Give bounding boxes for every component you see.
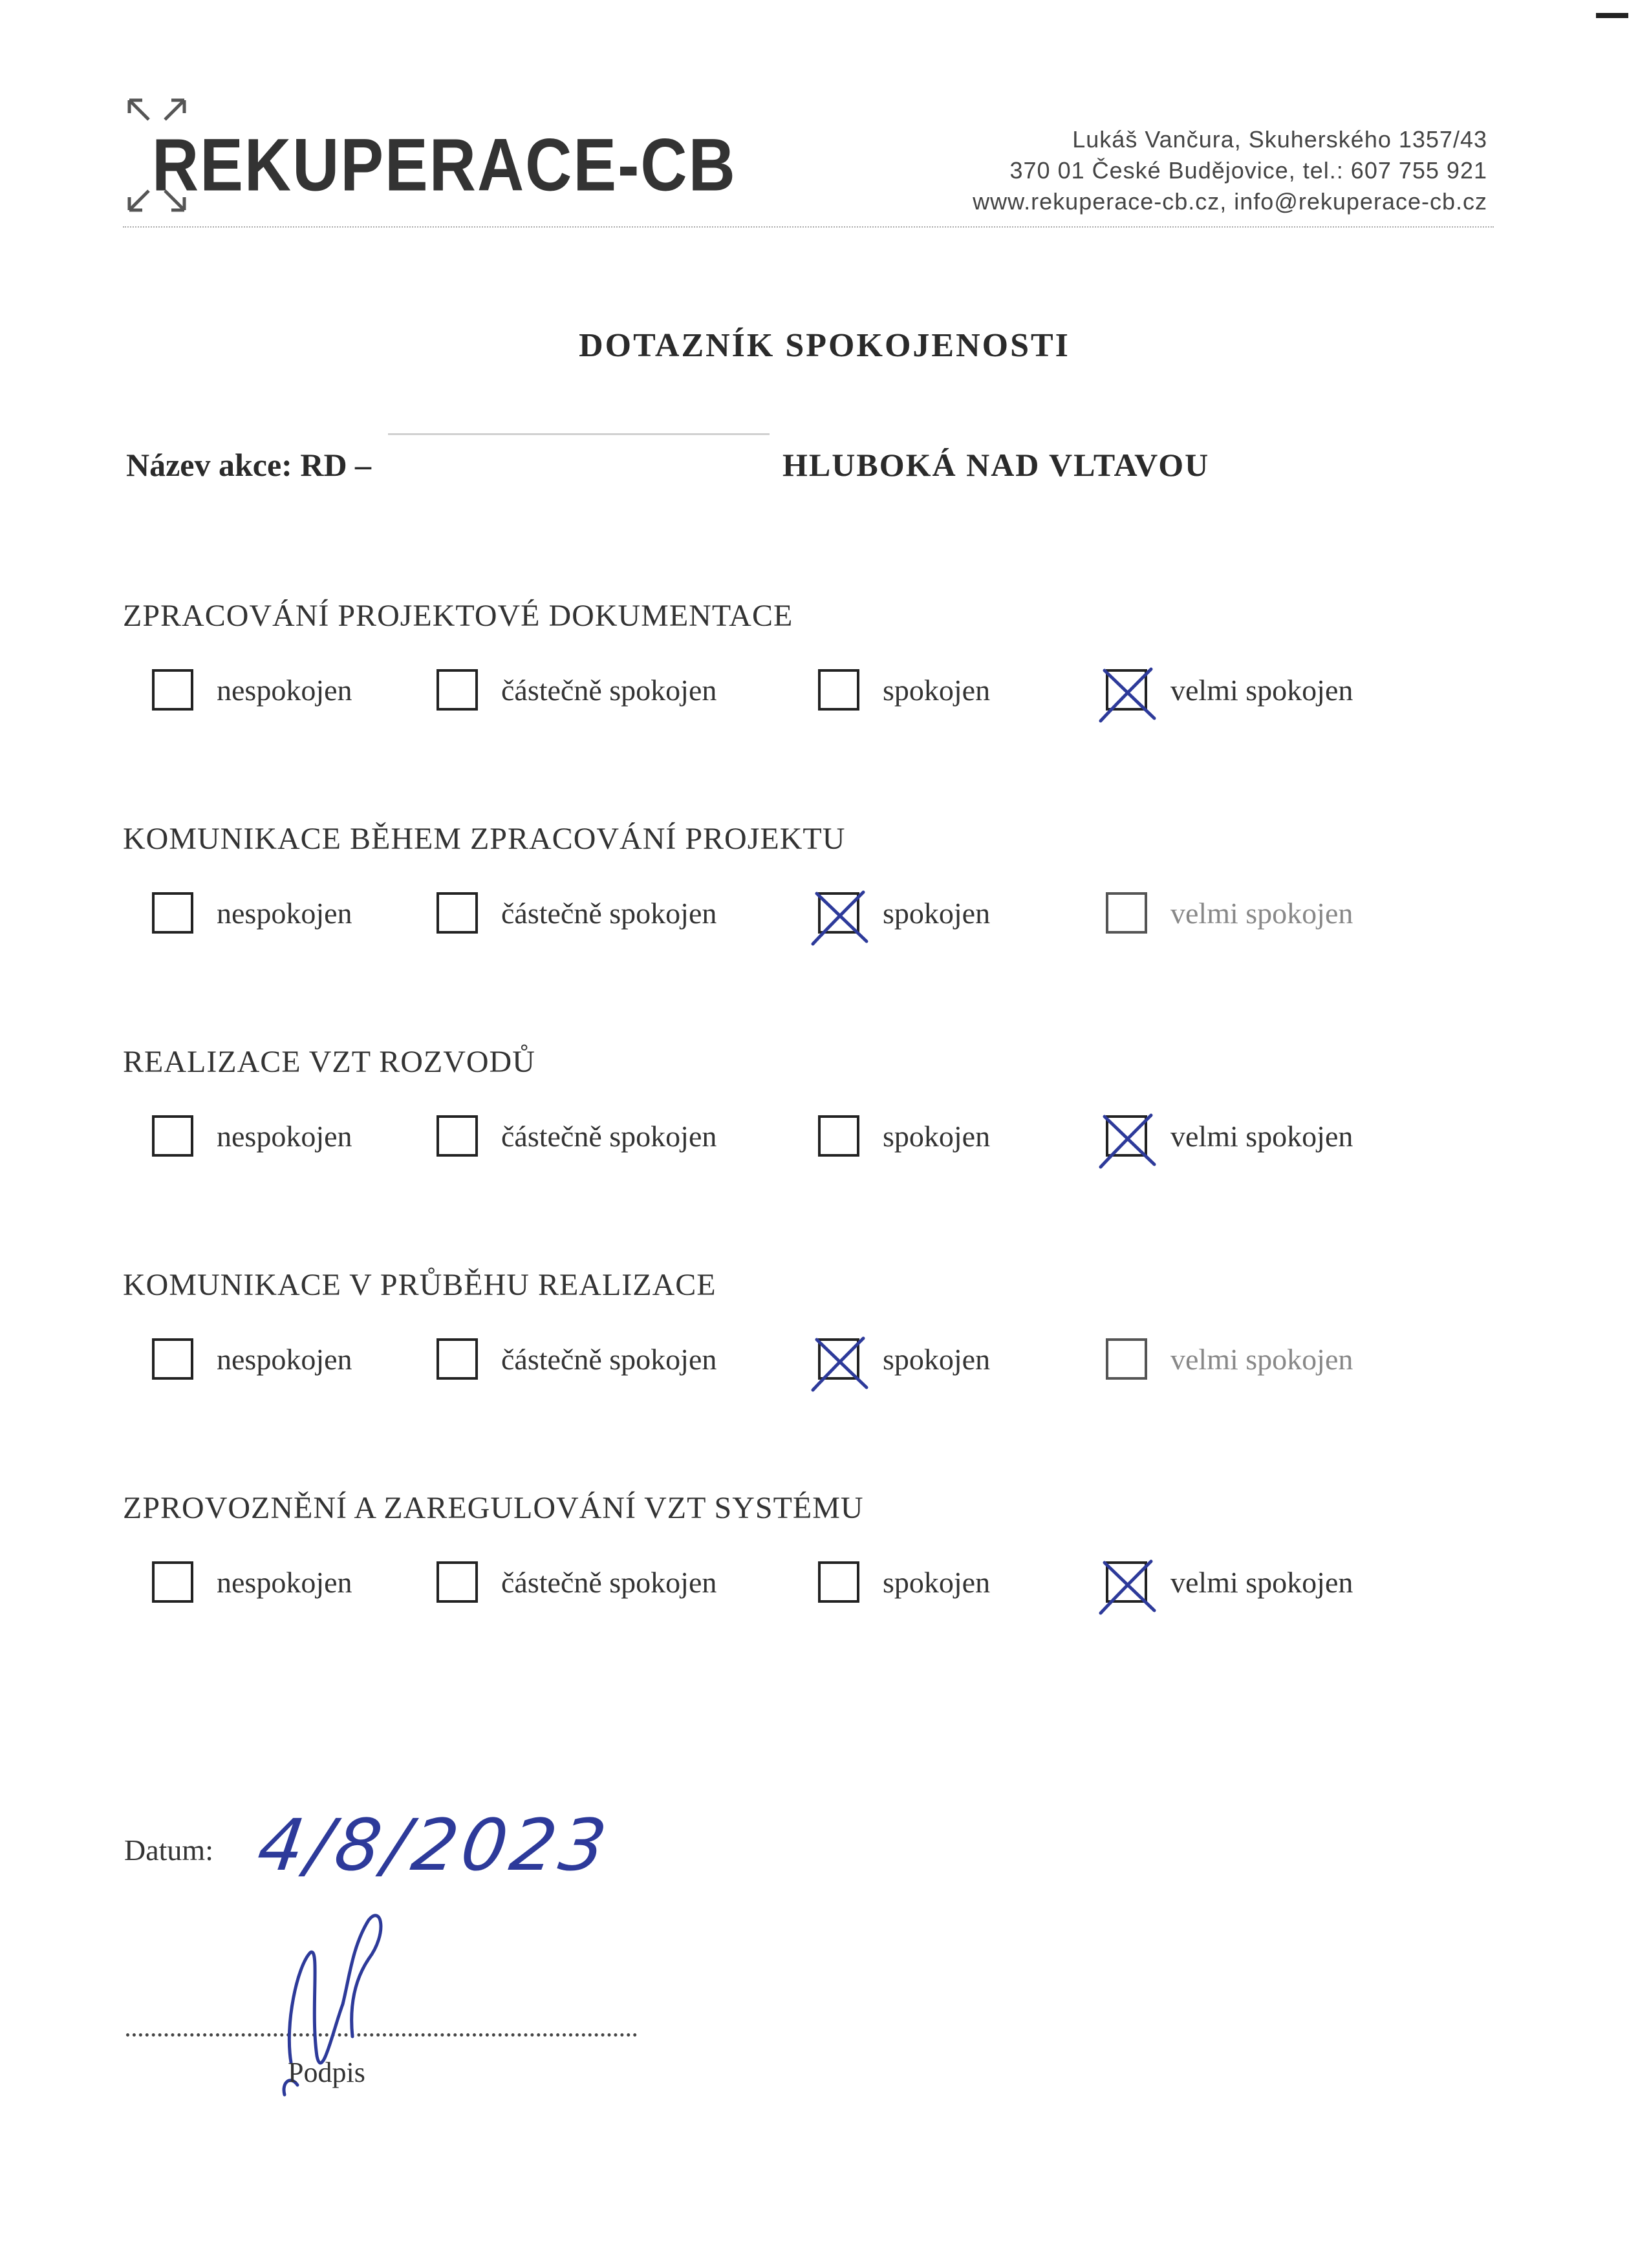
option-label: velmi spokojen: [1170, 897, 1353, 930]
survey-section: [123, 1267, 1416, 1409]
checkbox[interactable]: [1106, 669, 1147, 711]
section-title: ZPRACOVÁNÍ PROJEKTOVÉ DOKUMENTACE: [123, 599, 793, 633]
checkbox[interactable]: [818, 892, 859, 934]
checkbox[interactable]: [1106, 1115, 1147, 1157]
option-label: velmi spokojen: [1170, 1120, 1353, 1153]
date-handwritten: 4/8/2023: [253, 1804, 616, 1887]
checkbox[interactable]: [1106, 1561, 1147, 1603]
contact-line: www.rekuperace-cb.cz, info@rekuperace-cb.cz: [973, 188, 1487, 215]
option-label: velmi spokojen: [1170, 1343, 1353, 1376]
section-title: REALIZACE VZT ROZVODŮ: [123, 1045, 535, 1079]
option-label: částečně spokojen: [501, 1566, 717, 1599]
option-label: spokojen: [883, 1120, 991, 1153]
checkbox[interactable]: [1106, 892, 1147, 934]
survey-section: [123, 821, 1416, 963]
checkbox[interactable]: [818, 669, 859, 711]
option-label: velmi spokojen: [1170, 674, 1353, 707]
survey-section: [123, 1490, 1416, 1632]
option-label: spokojen: [883, 674, 991, 707]
option-label: velmi spokojen: [1170, 1566, 1353, 1599]
checkbox[interactable]: [436, 1115, 478, 1157]
option-label: spokojen: [883, 897, 991, 930]
form-title: DOTAZNÍK SPOKOJENOSTI: [579, 327, 1070, 364]
option-label: nespokojen: [217, 674, 352, 707]
header-divider: [123, 226, 1494, 228]
survey-section: [123, 1044, 1416, 1186]
redacted-name-line: [388, 433, 770, 435]
option-label: nespokojen: [217, 1120, 352, 1153]
checkbox[interactable]: [152, 1338, 193, 1380]
checkbox[interactable]: [818, 1561, 859, 1603]
checkbox[interactable]: [152, 669, 193, 711]
checkbox[interactable]: [436, 892, 478, 934]
logo-wordmark: REKUPERACE-CB: [152, 123, 737, 207]
option-label: částečně spokojen: [501, 1120, 717, 1153]
checkbox[interactable]: [818, 1115, 859, 1157]
section-title: KOMUNIKACE V PRŮBĚHU REALIZACE: [123, 1268, 717, 1302]
section-title: ZPROVOZNĚNÍ A ZAREGULOVÁNÍ VZT SYSTÉMU: [123, 1491, 864, 1525]
contact-line: 370 01 České Budějovice, tel.: 607 755 921: [1009, 157, 1487, 184]
signature-label: Podpis: [288, 2057, 365, 2088]
checkbox[interactable]: [1106, 1338, 1147, 1380]
option-label: částečně spokojen: [501, 674, 717, 707]
event-label: Název akce: RD –: [126, 447, 372, 483]
option-label: částečně spokojen: [501, 1343, 717, 1376]
survey-section: [123, 598, 1416, 740]
option-label: nespokojen: [217, 1566, 352, 1599]
option-label: nespokojen: [217, 897, 352, 930]
checkbox[interactable]: [152, 1115, 193, 1157]
checkbox[interactable]: [152, 892, 193, 934]
option-label: spokojen: [883, 1343, 991, 1376]
option-label: částečně spokojen: [501, 897, 717, 930]
checkbox[interactable]: [436, 1561, 478, 1603]
option-label: spokojen: [883, 1566, 991, 1599]
option-label: nespokojen: [217, 1343, 352, 1376]
section-title: KOMUNIKACE BĚHEM ZPRACOVÁNÍ PROJEKTU: [123, 822, 846, 856]
checkbox[interactable]: [818, 1338, 859, 1380]
checkbox[interactable]: [436, 669, 478, 711]
company-logo: [123, 97, 737, 213]
contact-block: [973, 124, 1487, 217]
date-label: Datum:: [124, 1834, 213, 1867]
checkbox[interactable]: [436, 1338, 478, 1380]
event-place: HLUBOKÁ NAD VLTAVOU: [782, 447, 1210, 483]
scan-artifact: [1596, 13, 1628, 18]
checkbox[interactable]: [152, 1561, 193, 1603]
contact-line: Lukáš Vančura, Skuherského 1357/43: [1072, 126, 1487, 153]
